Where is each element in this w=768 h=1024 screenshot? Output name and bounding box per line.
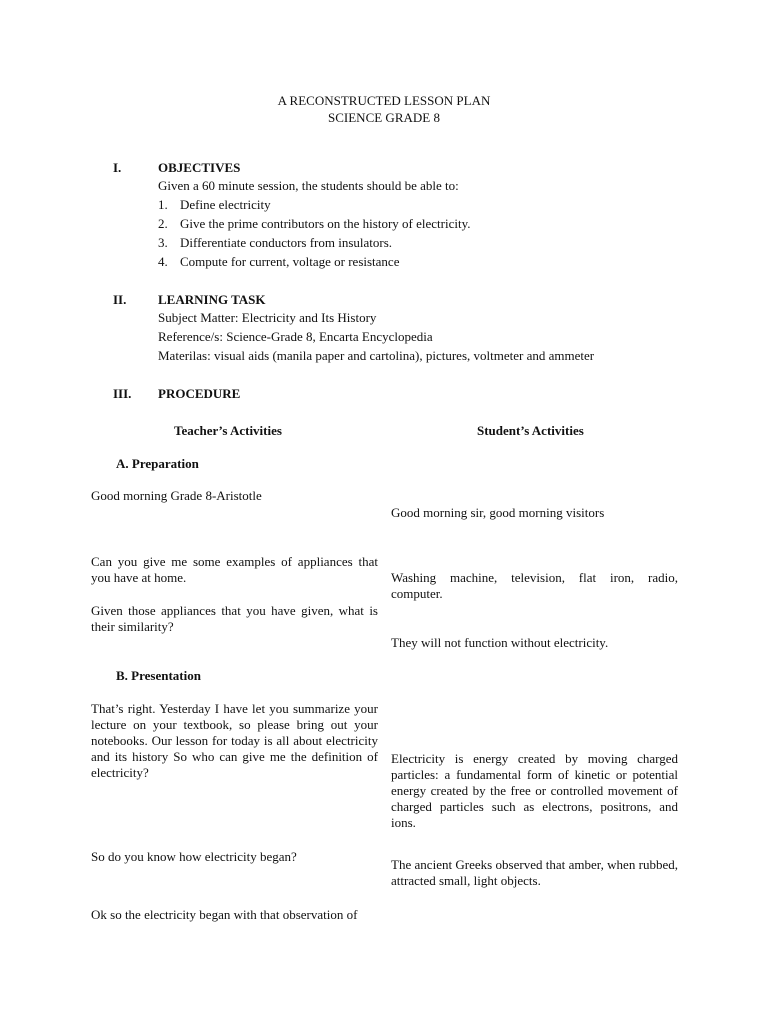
objective-number: 2.	[158, 216, 168, 231]
objective-text: Give the prime contributors on the history of electricity.	[180, 216, 471, 231]
objectives-intro: Given a 60 minute session, the students should be able to:	[158, 178, 459, 193]
reference-line: Reference/s: Science-Grade 8, Encarta Encyclopedia	[158, 329, 433, 344]
objective-number: 1.	[158, 197, 168, 212]
student-line: Washing machine, television, flat iron, radio, computer.	[391, 570, 678, 601]
document-title: A RECONSTRUCTED LESSON PLAN	[277, 93, 491, 108]
student-line: Electricity is energy created by moving charged particles: a fundamental form of kinetic or potential energy created by the free or controlled movement of charged particles such as electrons, positrons, and ions.	[391, 751, 678, 830]
student-line: They will not function without electricity.	[391, 635, 609, 650]
student-activities-header: Student’s Activities	[477, 423, 584, 438]
materials-line: Materilas: visual aids (manila paper and cartolina), pictures, voltmeter and ammeter	[158, 348, 595, 363]
objectives-heading: OBJECTIVES	[158, 160, 241, 175]
student-line: Good morning sir, good morning visitors	[391, 505, 605, 520]
objective-text: Differentiate conductors from insulators.	[180, 235, 393, 250]
objective-text: Compute for current, voltage or resistance	[180, 254, 400, 269]
objective-text: Define electricity	[180, 197, 271, 212]
subject-matter-line: Subject Matter: Electricity and Its History	[158, 310, 377, 325]
teacher-line: So do you know how electricity began?	[91, 849, 297, 864]
teacher-line: That’s right. Yesterday I have let you summarize your lecture on your textbook, so please bring out your notebooks. Our lesson for today is all about electricity and its history So who can give me the definition of electricity?	[91, 701, 378, 780]
teacher-line: Can you give me some examples of appliances that you have at home.	[91, 554, 378, 585]
preparation-heading: A. Preparation	[116, 456, 199, 471]
teacher-line: Good morning Grade 8-Aristotle	[91, 488, 262, 503]
objective-number: 4.	[158, 254, 168, 269]
teacher-line: Ok so the electricity began with that observation of	[91, 907, 358, 922]
section-numeral-objectives: I.	[113, 160, 122, 175]
presentation-heading: B. Presentation	[116, 668, 201, 683]
student-line: The ancient Greeks observed that amber, when rubbed, attracted small, light objects.	[391, 857, 678, 888]
procedure-heading: PROCEDURE	[158, 386, 241, 401]
teacher-line: Given those appliances that you have given, what is their similarity?	[91, 603, 378, 634]
section-numeral-procedure: III.	[113, 386, 132, 401]
teacher-activities-header: Teacher’s Activities	[174, 423, 282, 438]
section-numeral-learning-task: II.	[113, 292, 127, 307]
objective-number: 3.	[158, 235, 168, 250]
learning-task-heading: LEARNING TASK	[158, 292, 266, 307]
document-subtitle: SCIENCE GRADE 8	[328, 110, 440, 125]
